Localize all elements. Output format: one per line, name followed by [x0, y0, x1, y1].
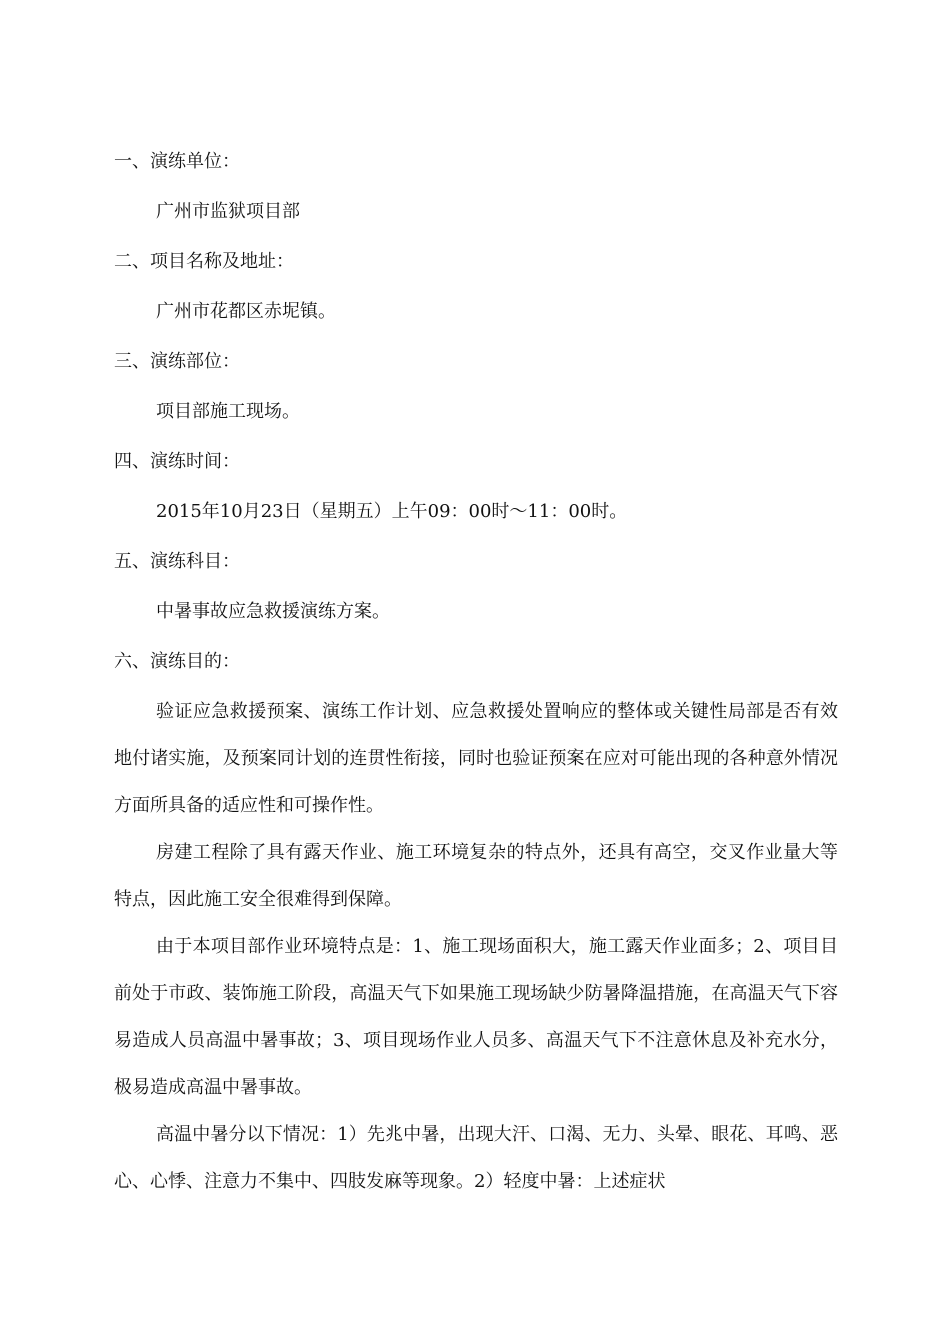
section-heading-project: 二、项目名称及地址：: [114, 251, 294, 272]
section-heading-location: 三、演练部位：: [114, 351, 240, 372]
section-content-subject: 中暑事故应急救援演练方案。: [156, 601, 390, 622]
section-heading-subject: 五、演练科目：: [114, 551, 240, 572]
section-content-location: 项目部施工现场。: [156, 401, 300, 422]
section-content-time: 2015年10月23日（星期五）上午09：00时～11：00时。: [156, 501, 628, 522]
section-content-unit: 广州市监狱项目部: [156, 201, 300, 222]
paragraph-purpose: 验证应急救援预案、演练工作计划、应急救援处置响应的整体或关键性局部是否有效地付诸实施，及预案同计划的连贯性衔接，同时也验证预案在应对可能出现的各种意外情况方面所具备的适应性和可操作性。: [114, 701, 838, 816]
section-heading-time: 四、演练时间：: [114, 451, 240, 472]
section-content-project: 广州市花都区赤坭镇。: [156, 301, 336, 322]
section-heading-unit: 一、演练单位：: [114, 151, 240, 172]
paragraph-construction: 房建工程除了具有露天作业、施工环境复杂的特点外，还具有高空，交叉作业量大等特点，因此施工安全很难得到保障。: [114, 842, 838, 910]
section-heading-purpose: 六、演练目的：: [114, 651, 240, 672]
paragraph-environment: 由于本项目部作业环境特点是：1、施工现场面积大，施工露天作业面多；2、项目目前处于市政、装饰施工阶段，高温天气下如果施工现场缺少防暑降温措施，在高温天气下容易造成人员高温中暑事故；3、项目现场作业人员多、高温天气下不注意休息及补充水分，极易造成高温中暑事故。: [114, 936, 838, 1098]
paragraph-heatstroke: 高温中暑分以下情况：1）先兆中暑，出现大汗、口渴、无力、头晕、眼花、耳鸣、恶心、心悸、注意力不集中、四肢发麻等现象。2）轻度中暑：上述症状: [114, 1124, 838, 1192]
